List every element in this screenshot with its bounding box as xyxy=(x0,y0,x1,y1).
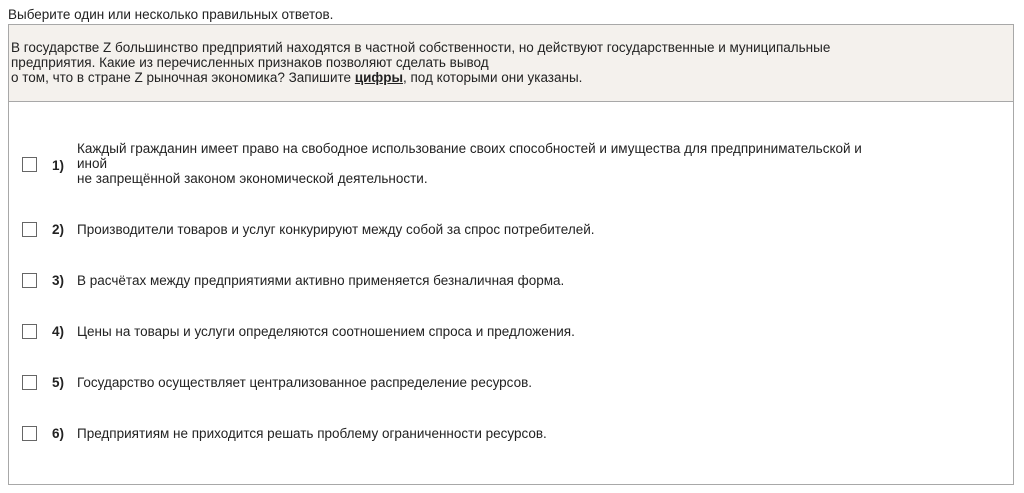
answer-option-4[interactable] xyxy=(9,324,1013,354)
answer-checkbox-4[interactable] xyxy=(22,324,37,339)
option-text: Цены на товары и услуги определяются соотношением спроса и предложения. xyxy=(77,324,575,339)
option-number: 2) xyxy=(52,222,65,237)
question-line-2: предприятия. Какие из перечисленных признаков позволяют сделать вывод xyxy=(11,55,489,70)
question-line-1: В государстве Z большинство предприятий находятся в частной собственности, но действуют государственные и муниципальные xyxy=(11,40,831,55)
answer-checkbox-5[interactable] xyxy=(22,375,37,390)
answer-option-1[interactable] xyxy=(9,141,1013,189)
option-number: 1) xyxy=(52,158,65,173)
answer-option-2[interactable] xyxy=(9,222,1013,252)
option-text: Государство осуществляет централизованное распределение ресурсов. xyxy=(77,375,533,390)
answer-checkbox-3[interactable] xyxy=(22,273,37,288)
option-text: В расчётах между предприятиями активно применяется безналичная форма. xyxy=(77,273,565,288)
answer-option-5[interactable] xyxy=(9,375,1013,405)
option-number: 3) xyxy=(52,273,65,288)
answer-checkbox-1[interactable] xyxy=(22,157,37,172)
answer-option-6[interactable] xyxy=(9,426,1013,456)
option-number: 6) xyxy=(52,426,65,441)
question-line-3: о том, что в стране Z рыночная экономика? Запишите цифры, под которыми они указаны. xyxy=(11,70,583,85)
option-text: Производители товаров и услуг конкурируют между собой за спрос потребителей. xyxy=(77,222,595,237)
option-text: Предприятиям не приходится решать проблему ограниченности ресурсов. xyxy=(77,426,547,441)
option-text: Каждый гражданин имеет право на свободное использование своих способностей и имущества для предпринимательской и иной не запрещённой законом экономической деятельности. xyxy=(77,141,862,186)
option-number: 4) xyxy=(52,324,65,339)
answer-option-3[interactable] xyxy=(9,273,1013,303)
task-box xyxy=(8,24,1014,485)
answer-checkbox-6[interactable] xyxy=(22,426,37,441)
answer-checkbox-2[interactable] xyxy=(22,222,37,237)
instruction-text: Выберите один или несколько правильных ответов. xyxy=(8,7,334,22)
question-text xyxy=(9,25,1013,102)
emphasis-digits: цифры xyxy=(354,70,403,85)
option-number: 5) xyxy=(52,375,65,390)
